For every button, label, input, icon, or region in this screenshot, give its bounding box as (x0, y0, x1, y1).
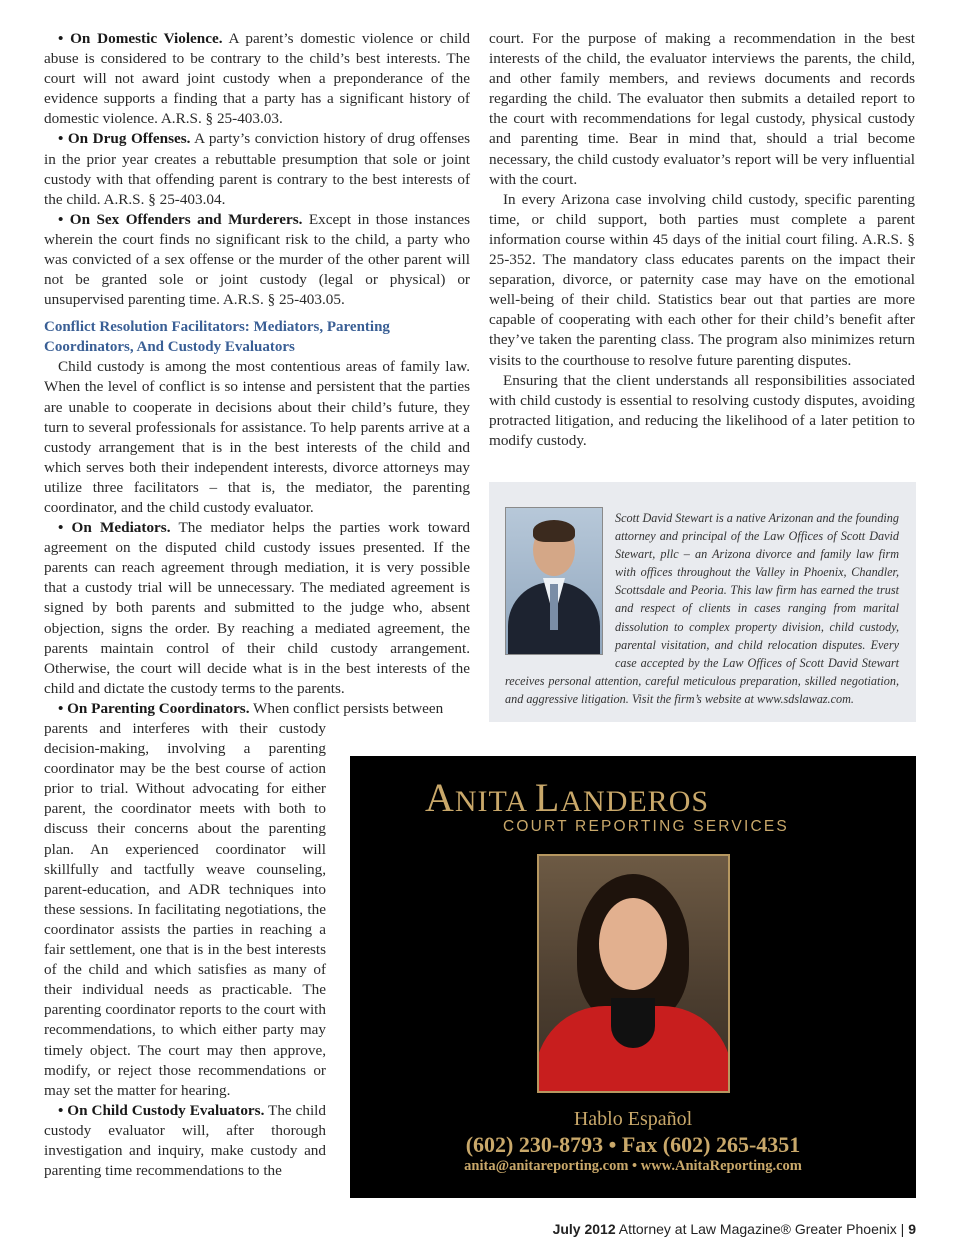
page-footer (553, 1221, 916, 1237)
portrait-face-shape (599, 898, 667, 990)
ad-name-initial: A (424, 775, 455, 820)
bullet-label: • On Parenting Coordinators. (58, 700, 250, 717)
ad-name-part: NITA (454, 785, 535, 818)
paragraph-sex-offenders (44, 210, 470, 310)
left-column (44, 29, 470, 699)
paragraph-custody-evaluators (44, 1101, 326, 1181)
author-bio (505, 509, 899, 708)
author-bio-text: Scott David Stewart is a native Arizonan and the founding attorney and principal of the Law Offices of Scott David Stewart, pllc – an Arizona divorce and family law firm with offices throughout the Valley in Phoenix, Chandler, Scottsdale and Peoria. This law firm has earned the trust and respect of clients in cases ranging from marital dissolution to complex property division, child custody, parental visitation, and child relocation disputes. Every case accepted by the Law Offices of Scott David Stewart receives personal attention, careful meticulous preparation, skilled negotiation, and aggressive litigation. Visit the firm’s website at www.sdslawaz.com. (505, 511, 899, 706)
portrait-top-shape (611, 998, 655, 1048)
ad-name-initial: L (534, 775, 561, 820)
ad-name-part: ANDEROS (560, 785, 710, 818)
ad-phone-fax: (602) 230-8793 • Fax (602) 265-4351 (465, 1132, 801, 1157)
paragraph-text: The child custody evaluator will, after thorough investigation and inquiry, make custody and parenting time recommendations to the (44, 1101, 326, 1180)
author-bio-box (489, 482, 916, 722)
ad-language-note: Hablo Español (573, 1108, 693, 1130)
footer-magazine: Attorney at Law Magazine® Greater Phoenix | (615, 1221, 909, 1237)
paragraph-text: A parent’s domestic violence or child abuse is considered to be contrary to the child’s best interests. The court will not award joint custody when a preponderance of the evidence supports a finding that a party has a significant history of domestic violence. A.R.S. § 25-403.03. (44, 30, 470, 128)
paragraph-conclusion: Ensuring that the client understands all responsibilities associated with child custody is essential to resolving custody disputes, avoiding protracted litigation, and reducing the likelihood of a later petition to modify custody. (489, 371, 915, 449)
right-column (489, 29, 915, 451)
section-heading: Conflict Resolution Facilitators: Mediators, Parenting Coordinators, And Custody Evaluators (44, 319, 390, 356)
paragraph-drug-offenses (44, 129, 470, 209)
paragraph-parent-course: In every Arizona case involving child custody, specific parenting time, or child support, both parties must complete a parent information course within 45 days of the initial court filing. A.R.S. § 25-352. The mandatory class educates parents on the impact their separation, divorce, or paternity case may have on the emotional well-being of their child. Statistics bear out that parties are more capable of cooperating with each other for their child’s benefit after they’ve taken the parenting class. The program also minimizes return visits to the courthouse to resolve future parenting disputes. (489, 190, 915, 369)
ad-subtitle: COURT REPORTING SERVICES (503, 818, 789, 835)
paragraph-mediators (44, 518, 470, 699)
bullet-label: • On Domestic Violence. (58, 30, 223, 47)
bullet-label: • On Drug Offenses. (58, 130, 191, 148)
page-number: 9 (908, 1221, 916, 1237)
paragraph-parenting-coordinators: parents and interferes with their custody decision-making, involving a parenting coordinator may be the best course of action prior to trial. Without advocating for either parent, the coordinator meets with both to discuss their concerns about the parenting plan. An experienced coordinator will skillfully and tactfully weave counseling, parent-education, and ADR techniques into these sessions. In facilitating negotiations, the coordinator assists the parties in reaching a fair settlement, one that is in the best interests of the child and which satisfies as many of their individual needs as practicable. The parenting coordinator reports to the court with recommendations, to which either party may timely object. The court may then approve, modify, or reject those recommendations or may set the matter for hearing. (44, 720, 326, 1099)
paragraph-text: A party’s conviction history of drug offenses in the prior year creates a rebuttable presumption that sole or joint custody with that offending parent is contrary to the best interests of the child. A.R.S. § 25-403.04. (44, 130, 470, 208)
paragraph-intro: Child custody is among the most contentious areas of family law. When the level of conflict is so intense and persistent that the parties are unable to cooperate in decisions about their child’s future, they turn to several professionals for assistance. To help parents arrive at a custody arrangement that is in the best interests of the child and which serves both their independent interests, divorce attorneys may utilize three facilitators – that is, the mediator, the parenting coordinator, and the child custody evaluator. (44, 358, 470, 516)
ad-portrait-photo (537, 854, 730, 1093)
footer-issue: July 2012 (552, 1221, 616, 1237)
paragraph-text: Except in those instances wherein the court finds no significant risk to the child, a party who was convicted of a sex offense or the murder of the other parent will not be granted sole or joint custody (legal or physical) or unsupervised parenting time. A.R.S. § 25-403.05. (44, 210, 470, 309)
bullet-label: • On Child Custody Evaluators. (58, 1101, 265, 1119)
bullet-label: • On Sex Offenders and Murderers. (58, 210, 303, 228)
parenting-coordinators-first-line (44, 699, 470, 719)
court-reporting-advertisement (350, 756, 916, 1198)
bullet-label: • On Mediators. (58, 519, 171, 537)
paragraph-domestic-violence (44, 29, 470, 129)
paragraph-text: The mediator helps the parties work toward agreement on the disputed child custody issues presented. If the parents can reach agreement through mediation, it is very possible that a custody trial will be unnecessary. The mediated agreement is signed by both parents and submitted to the judge who, absent objection, signs the order. By reaching a mediated agreement, the parents maintain control of their child custody arrangement. Otherwise, the court will decide what is in the best interests of the child and dictate the custody terms to the parents. (44, 519, 470, 697)
ad-email-website: anita@anitareporting.com • www.AnitaReporting.com (464, 1158, 802, 1174)
paragraph-evaluator-continued: court. For the purpose of making a recommendation in the best interests of the child, the evaluator interviews the parents, the child, and other family members, and reviews documents and records regarding the child. The evaluator then submits a detailed report to the court with recommendations for legal custody, physical custody and parenting time. Bear in mind that, should a trial become necessary, the child custody evaluator’s report will be very influential with the court. (489, 30, 915, 188)
paragraph-text: When conflict persists between (249, 700, 444, 717)
photo-spacer (505, 509, 615, 667)
ad-business-name (284, 774, 850, 821)
